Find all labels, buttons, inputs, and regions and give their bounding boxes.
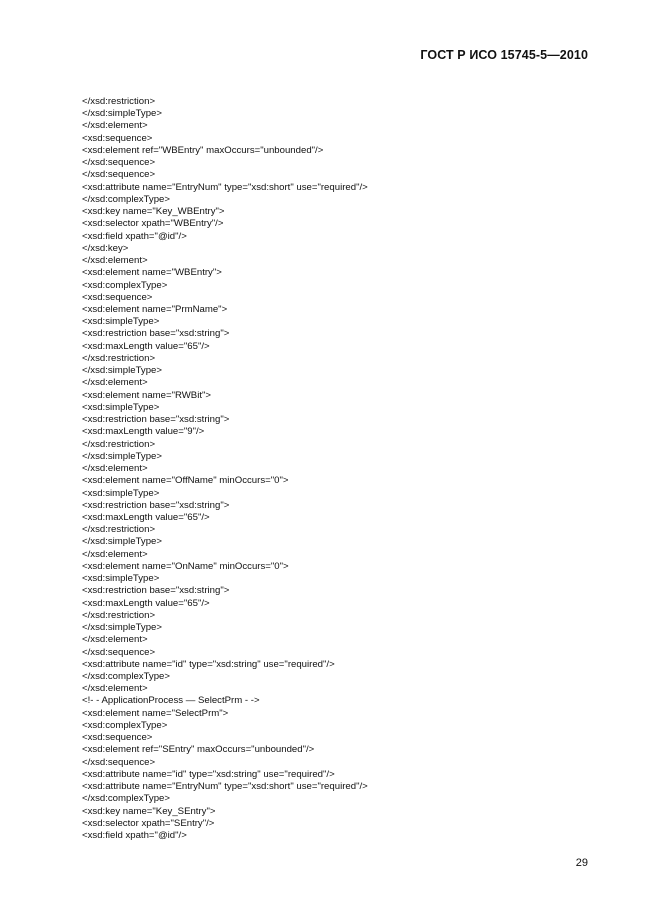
code-line: <xsd:maxLength value="9"/>: [82, 426, 205, 438]
code-line: <xsd:attribute name="EntryNum" type="xsd:short" use="required"/>: [82, 181, 368, 193]
code-line: </xsd:restriction>: [82, 96, 156, 107]
code-line: <xsd:key name="Key_SEntry">: [82, 805, 216, 817]
code-line: <xsd:field xpath="@id"/>: [82, 230, 187, 242]
code-line: <!- - ApplicationProcess — SelectPrm - ->: [82, 695, 260, 707]
code-line: <xsd:element name="OffName" minOccurs="0">: [82, 475, 289, 487]
code-line: </xsd:simpleType>: [82, 108, 162, 120]
xsd-code-listing: [82, 96, 368, 842]
code-line: </xsd:restriction>: [82, 524, 156, 536]
code-line: <xsd:sequence>: [82, 732, 153, 744]
code-line: <xsd:simpleType>: [82, 573, 160, 585]
code-line: </xsd:restriction>: [82, 438, 156, 450]
code-line: </xsd:sequence>: [82, 169, 156, 181]
code-line: <xsd:simpleType>: [82, 487, 160, 499]
code-line: </xsd:element>: [82, 683, 148, 695]
code-line: <xsd:sequence>: [82, 291, 153, 303]
code-line: </xsd:element>: [82, 463, 148, 475]
code-line: </xsd:sequence>: [82, 157, 156, 169]
code-line: <xsd:element ref="SEntry" maxOccurs="unbounded"/>: [82, 744, 315, 756]
code-line: <xsd:complexType>: [82, 279, 168, 291]
code-line: </xsd:key>: [82, 242, 129, 254]
code-line: </xsd:simpleType>: [82, 622, 162, 634]
code-line: <xsd:attribute name="EntryNum" type="xsd:short" use="required"/>: [82, 781, 368, 793]
page-number: 29: [575, 857, 588, 869]
code-line: <xsd:selector xpath="SEntry"/>: [82, 817, 215, 829]
code-line: <xsd:restriction base="xsd:string">: [82, 328, 230, 340]
code-line: </xsd:sequence>: [82, 756, 156, 768]
code-line: <xsd:simpleType>: [82, 401, 160, 413]
code-line: <xsd:maxLength value="65"/>: [82, 511, 210, 523]
code-line: <xsd:restriction base="xsd:string">: [82, 585, 230, 597]
code-line: <xsd:maxLength value="65"/>: [82, 340, 210, 352]
code-line: <xsd:sequence>: [82, 132, 153, 144]
code-line: <xsd:element name="RWBit">: [82, 389, 212, 401]
code-line: </xsd:complexType>: [82, 193, 170, 205]
code-line: <xsd:restriction base="xsd:string">: [82, 414, 230, 426]
document-header: ГОСТ Р ИСО 15745-5—2010: [420, 48, 588, 62]
code-line: </xsd:element>: [82, 255, 148, 267]
code-line: <xsd:complexType>: [82, 719, 168, 731]
code-line: </xsd:element>: [82, 120, 148, 132]
code-line: <xsd:element ref="WBEntry" maxOccurs="unbounded"/>: [82, 144, 324, 156]
code-line: <xsd:element name="WBEntry">: [82, 267, 222, 279]
code-line: <xsd:element name="PrmName">: [82, 303, 228, 315]
code-line: <xsd:element name="SelectPrm">: [82, 707, 229, 719]
code-line: <xsd:attribute name="id" type="xsd:string" use="required"/>: [82, 658, 335, 670]
code-line: </xsd:complexType>: [82, 793, 170, 805]
code-line: </xsd:element>: [82, 548, 148, 560]
code-line: </xsd:element>: [82, 377, 148, 389]
code-line: </xsd:simpleType>: [82, 450, 162, 462]
code-line: </xsd:simpleType>: [82, 536, 162, 548]
code-line: <xsd:simpleType>: [82, 316, 160, 328]
code-line: </xsd:element>: [82, 634, 148, 646]
code-line: </xsd:complexType>: [82, 671, 170, 683]
code-line: <xsd:field xpath="@id"/>: [82, 830, 187, 842]
code-line: </xsd:restriction>: [82, 352, 156, 364]
code-line: <xsd:element name="OnName" minOccurs="0">: [82, 560, 289, 572]
code-line: </xsd:sequence>: [82, 646, 156, 658]
code-line: <xsd:selector xpath="WBEntry"/>: [82, 218, 224, 230]
code-line: </xsd:simpleType>: [82, 365, 162, 377]
code-line: <xsd:maxLength value="65"/>: [82, 597, 210, 609]
code-line: <xsd:restriction base="xsd:string">: [82, 499, 230, 511]
code-line: </xsd:restriction>: [82, 609, 156, 621]
code-line: <xsd:attribute name="id" type="xsd:string" use="required"/>: [82, 768, 335, 780]
code-line: <xsd:key name="Key_WBEntry">: [82, 206, 225, 218]
